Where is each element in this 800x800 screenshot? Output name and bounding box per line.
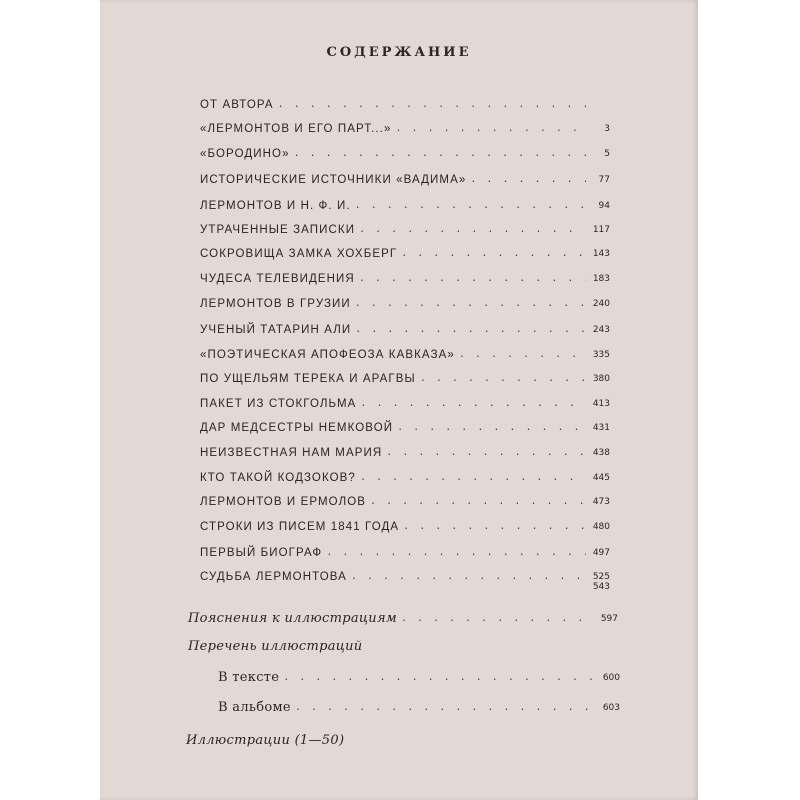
toc-entry-page: 597 — [600, 614, 618, 624]
toc-entry — [200, 342, 610, 362]
dot-leader — [355, 199, 586, 213]
toc-entry — [200, 540, 610, 560]
toc-entry — [200, 291, 610, 311]
toc-entry-title: УЧЕНЫЙ ТАТАРИН АЛИ — [200, 324, 352, 336]
toc-entry-title: УТРАЧЕННЫЕ ЗАПИСКИ — [200, 224, 356, 236]
toc-entry — [200, 415, 610, 435]
toc-entry-page: 243 — [592, 325, 610, 335]
toc-entry-page: 380 — [592, 374, 610, 384]
toc-entry-title: ЛЕРМОНТОВ И Н. Ф. И. — [200, 200, 351, 212]
toc-entry-page: 77 — [598, 175, 610, 185]
toc-entry-title: ПЕРВЫЙ БИОГРАФ — [200, 547, 323, 559]
dot-leader — [355, 297, 586, 311]
toc-entry-title: КТО ТАКОЙ КОДЗОКОВ? — [200, 472, 356, 484]
toc-entry-page: 480 — [592, 522, 610, 532]
dot-leader — [386, 446, 586, 460]
toc-entry-title: «ПОЭТИЧЕСКАЯ АПОФЕОЗА КАВКАЗА» — [200, 349, 455, 361]
dot-leader — [359, 223, 586, 237]
dot-leader — [403, 520, 586, 534]
toc-entry-title: ПО УЩЕЛЬЯМ ТЕРЕКА И АРАГВЫ — [200, 373, 416, 385]
toc-entry — [200, 141, 610, 161]
toc-entry-title: В тексте — [218, 670, 280, 685]
toc-entry-page: 445 — [592, 473, 610, 483]
toc-entry-illustrations — [186, 728, 616, 748]
dot-leader — [401, 247, 586, 261]
toc-entry — [200, 391, 610, 411]
toc-entry-page: 431 — [592, 423, 610, 433]
toc-entry-page: 525 — [592, 572, 610, 582]
toc-entry — [200, 489, 610, 509]
dot-leader — [278, 98, 586, 112]
toc-entry — [200, 217, 610, 237]
page-title: СОДЕРЖАНИЕ — [326, 45, 472, 60]
toc-entry-page: 3 — [604, 124, 610, 134]
toc-entry — [200, 193, 610, 213]
toc-entry-title: ОТ АВТОРА — [200, 99, 274, 111]
toc-entry-title: «ЛЕРМОНТОВ И ЕГО ПАРТ...» — [200, 123, 392, 135]
dot-leader — [360, 397, 586, 411]
toc-entry — [200, 241, 610, 261]
dot-leader — [395, 122, 586, 136]
dot-leader — [397, 421, 586, 435]
dot-leader — [459, 348, 586, 362]
toc-entry-title: ИСТОРИЧЕСКИЕ ИСТОЧНИКИ «ВАДИМА» — [200, 174, 467, 186]
toc-entry-title: СОКРОВИЩА ЗАМКА ХОХБЕРГ — [200, 248, 398, 260]
toc-entry-title: ЧУДЕСА ТЕЛЕВИДЕНИЯ — [200, 273, 355, 285]
toc-entry-page: 5 — [604, 149, 610, 159]
toc-entry-notes — [188, 606, 618, 626]
toc-entry-page: 183 — [592, 274, 610, 284]
toc-entry — [200, 440, 610, 460]
toc-entry-title: «БОРОДИНО» — [200, 148, 290, 160]
toc-entry-page: 94 — [598, 201, 610, 211]
dot-leader — [355, 323, 586, 337]
toc-entry — [200, 167, 610, 187]
toc-subentry-in-album — [218, 695, 620, 715]
toc-entry — [200, 465, 610, 485]
toc-entry-title: ПАКЕТ ИЗ СТОКГОЛЬМА — [200, 398, 357, 410]
dot-leader — [401, 612, 594, 626]
toc-entry-title: СУДЬБА ЛЕРМОНТОВА — [200, 571, 347, 583]
toc-entry — [200, 116, 610, 136]
toc-entry-page: 438 — [592, 448, 610, 458]
dot-leader — [295, 701, 596, 715]
dot-leader — [351, 570, 586, 584]
toc-entry — [200, 317, 610, 337]
dot-leader — [283, 671, 596, 685]
toc-entry-page: 335 — [592, 350, 610, 360]
toc-entry-page: 143 — [592, 249, 610, 259]
toc-entry-page: 600 — [602, 673, 620, 683]
toc-entry — [200, 564, 610, 584]
toc-subentry-in-text — [218, 665, 620, 685]
toc-entry-title: ДАР МЕДСЕСТРЫ НЕМКОВОЙ — [200, 422, 394, 434]
toc-entry-title: В альбоме — [218, 700, 291, 715]
toc-entry — [200, 266, 610, 286]
toc-entry-illustr-list — [188, 634, 618, 654]
toc-entry-page: 413 — [592, 399, 610, 409]
toc-entry — [200, 366, 610, 386]
toc-entry-page: 240 — [592, 299, 610, 309]
dot-leader — [370, 495, 586, 509]
toc-entry — [200, 514, 610, 534]
toc-entry — [200, 92, 610, 112]
toc-entry-title: ЛЕРМОНТОВ И ЕРМОЛОВ — [200, 496, 367, 508]
toc-entry-title: Перечень иллюстраций — [188, 639, 363, 654]
toc-entry-title: СТРОКИ ИЗ ПИСЕМ 1841 ГОДА — [200, 521, 400, 533]
dot-leader — [359, 272, 586, 286]
toc-entry-page: 117 — [592, 225, 610, 235]
toc-entry-title: ЛЕРМОНТОВ В ГРУЗИИ — [200, 298, 351, 310]
dot-leader — [294, 147, 586, 161]
toc-entry-title: Иллюстрации (1—50) — [186, 733, 345, 748]
toc-entry-page: 603 — [602, 703, 620, 713]
toc-trailing-page — [580, 574, 610, 594]
dot-leader — [326, 546, 586, 560]
dot-leader — [470, 173, 586, 187]
toc-entry-page: 473 — [592, 497, 610, 507]
toc-entry-page: 543 — [592, 582, 610, 592]
toc-entry-page: 497 — [592, 548, 610, 558]
toc-entry-title: НЕИЗВЕСТНАЯ НАМ МАРИЯ — [200, 447, 383, 459]
book-page — [100, 0, 698, 800]
dot-leader — [420, 372, 586, 386]
toc-entry-title: Пояснения к иллюстрациям — [188, 611, 397, 626]
dot-leader — [360, 471, 586, 485]
